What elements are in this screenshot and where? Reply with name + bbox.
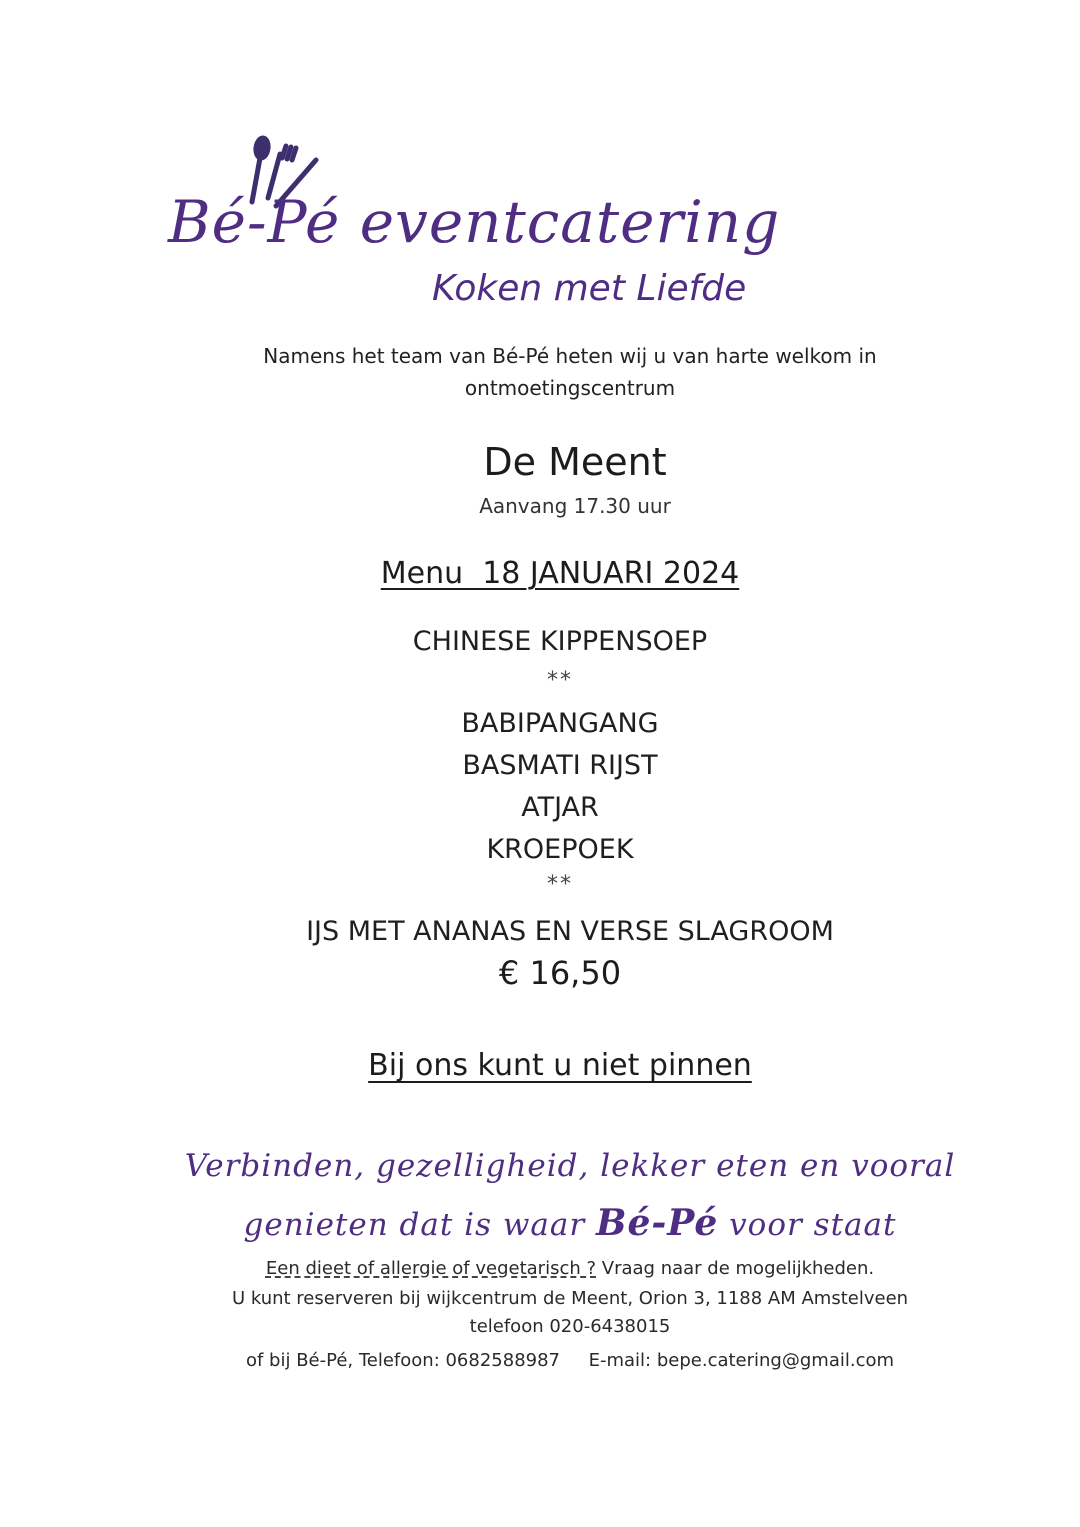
tagline: Koken met Liefde	[432, 268, 747, 309]
footer-contact	[140, 1350, 1000, 1371]
welcome-text	[190, 340, 950, 404]
menu-dessert: IJS MET ANANAS EN VERSE SLAGROOM	[306, 916, 834, 947]
no-pin-notice	[310, 1048, 810, 1083]
diet-answer: Vraag naar de mogelijkheden.	[601, 1258, 875, 1279]
bepe-phone: of bij Bé-Pé, Telefoon: 0682588987	[245, 1350, 561, 1371]
slogan-line-2-post: voor staat	[729, 1207, 897, 1243]
welcome-line-1: Namens het team van Bé-Pé heten wij u van harte welkom in	[263, 344, 877, 368]
menu-separator-1: **	[547, 668, 573, 693]
menu-main-1: BABIPANGANG	[461, 708, 659, 739]
menu-main-2: BASMATI RIJST	[462, 750, 658, 781]
menu-separator-2: **	[547, 872, 573, 897]
bepe-email: E-mail: bepe.catering@gmail.com	[588, 1350, 895, 1371]
slogan-line-1: Verbinden, gezelligheid, lekker eten en vooral	[184, 1148, 956, 1184]
menu-title-text: Menu 18 JANUARI 2024	[380, 556, 740, 591]
slogan-line-2	[140, 1202, 1000, 1244]
slogan-brand: Bé-Pé	[596, 1202, 719, 1244]
menu-price: € 16,50	[498, 954, 622, 992]
welcome-line-2: ontmoetingscentrum	[464, 376, 676, 400]
footer-diet	[140, 1258, 1000, 1279]
menu-main-3: ATJAR	[521, 792, 599, 823]
footer-reserve: U kunt reserveren bij wijkcentrum de Meent, Orion 3, 1188 AM Amstelveen	[231, 1288, 909, 1309]
menu-starter: CHINESE KIPPENSOEP	[412, 626, 708, 657]
footer-venue-phone: telefoon 020-6438015	[469, 1316, 671, 1337]
menu-main-4: KROEPOEK	[486, 834, 634, 865]
diet-question: Een dieet of allergie of vegetarisch ?	[265, 1258, 597, 1279]
start-time: Aanvang 17.30 uur	[479, 494, 671, 518]
menu-title	[310, 556, 810, 591]
slogan-line-2-pre: genieten dat is waar	[243, 1207, 586, 1243]
no-pin-text: Bij ons kunt u niet pinnen	[368, 1048, 752, 1083]
venue-name: De Meent	[483, 440, 667, 484]
brand-name: Bé-Pé eventcatering	[168, 188, 781, 256]
